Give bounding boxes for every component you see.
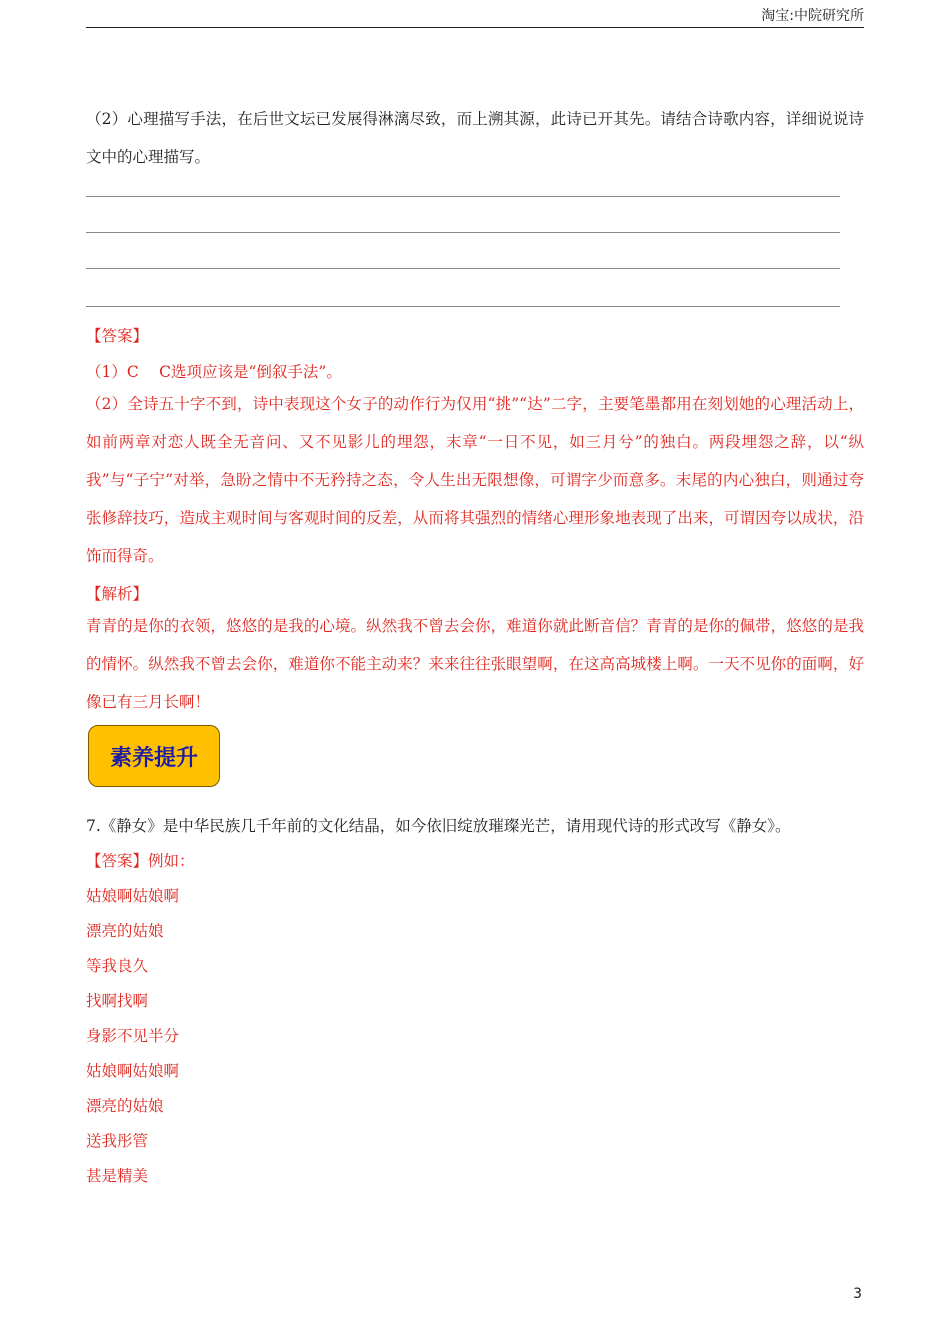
poem-line: 送我彤管 <box>86 1132 149 1150</box>
answer-write-line-3 <box>86 268 840 269</box>
answer-label: 【答案】 <box>86 327 149 345</box>
question-7-text: 7.《静女》是中华民族几千年前的文化结晶，如今依旧绽放璀璨光芒，请用现代诗的形式改写《静女》。 <box>86 817 791 835</box>
question-2-text: （2）心理描写手法，在后世文坛已发展得淋漓尽致，而上溯其源，此诗已开其先。请结合诗歌内容，详细说说诗文中的心理描写。 <box>86 110 864 166</box>
page-header <box>86 0 864 28</box>
answer-item-1: （1）C C选项应该是“倒叙手法”。 <box>86 363 342 381</box>
page-number: 3 <box>853 1286 862 1302</box>
literacy-improvement-badge: 素养提升 <box>88 725 220 787</box>
answer-write-line-2 <box>86 232 840 233</box>
answer-write-line-4 <box>86 306 840 307</box>
poem-line: 甚是精美 <box>86 1167 149 1185</box>
poem-line: 漂亮的姑娘 <box>86 922 164 940</box>
poem-line: 漂亮的姑娘 <box>86 1097 164 1115</box>
analysis-label: 【解析】 <box>86 585 149 603</box>
answer-write-line-1 <box>86 196 840 197</box>
poem-line: 姑娘啊姑娘啊 <box>86 1062 180 1080</box>
poem-line: 身影不见半分 <box>86 1027 180 1045</box>
answer-7-label-text: 【答案】例如： <box>86 852 195 870</box>
poem-line: 找啊找啊 <box>86 992 149 1010</box>
poem-line: 等我良久 <box>86 957 149 975</box>
header-source-text: 淘宝:中院研究所 <box>761 8 864 24</box>
poem-line: 姑娘啊姑娘啊 <box>86 887 180 905</box>
analysis-text: 青青的是你的衣领，悠悠的是我的心境。纵然我不曾去会你，难道你就此断音信？青青的是你的佩带，悠悠的是我的情怀。纵然我不曾去会你，难道你不能主动来？来来往往张眼望啊，在这高高城楼上啊。一天不见你的面啊，好像已有三月长啊！ <box>86 617 864 711</box>
answer-7-label <box>86 849 864 871</box>
answer-item-2: （2）全诗五十字不到，诗中表现这个女子的动作行为仅用“挑”“达”二字，主要笔墨都用在刻划她的心理活动上，如前两章对恋人既全无音问、又不见影儿的埋怨，末章“一日不见，如三月兮”的独白。两段埋怨之辞，以“纵我”与“子宁”对举，急盼之情中不无矜持之态，令人生出无限想像，可谓字少而意多。末尾的内心独白，则通过夸张修辞技巧，造成主观时间与客观时间的反差，从而将其强烈的情绪心理形象地表现了出来，可谓因夸以成状，沿饰而得奇。 <box>86 395 864 565</box>
